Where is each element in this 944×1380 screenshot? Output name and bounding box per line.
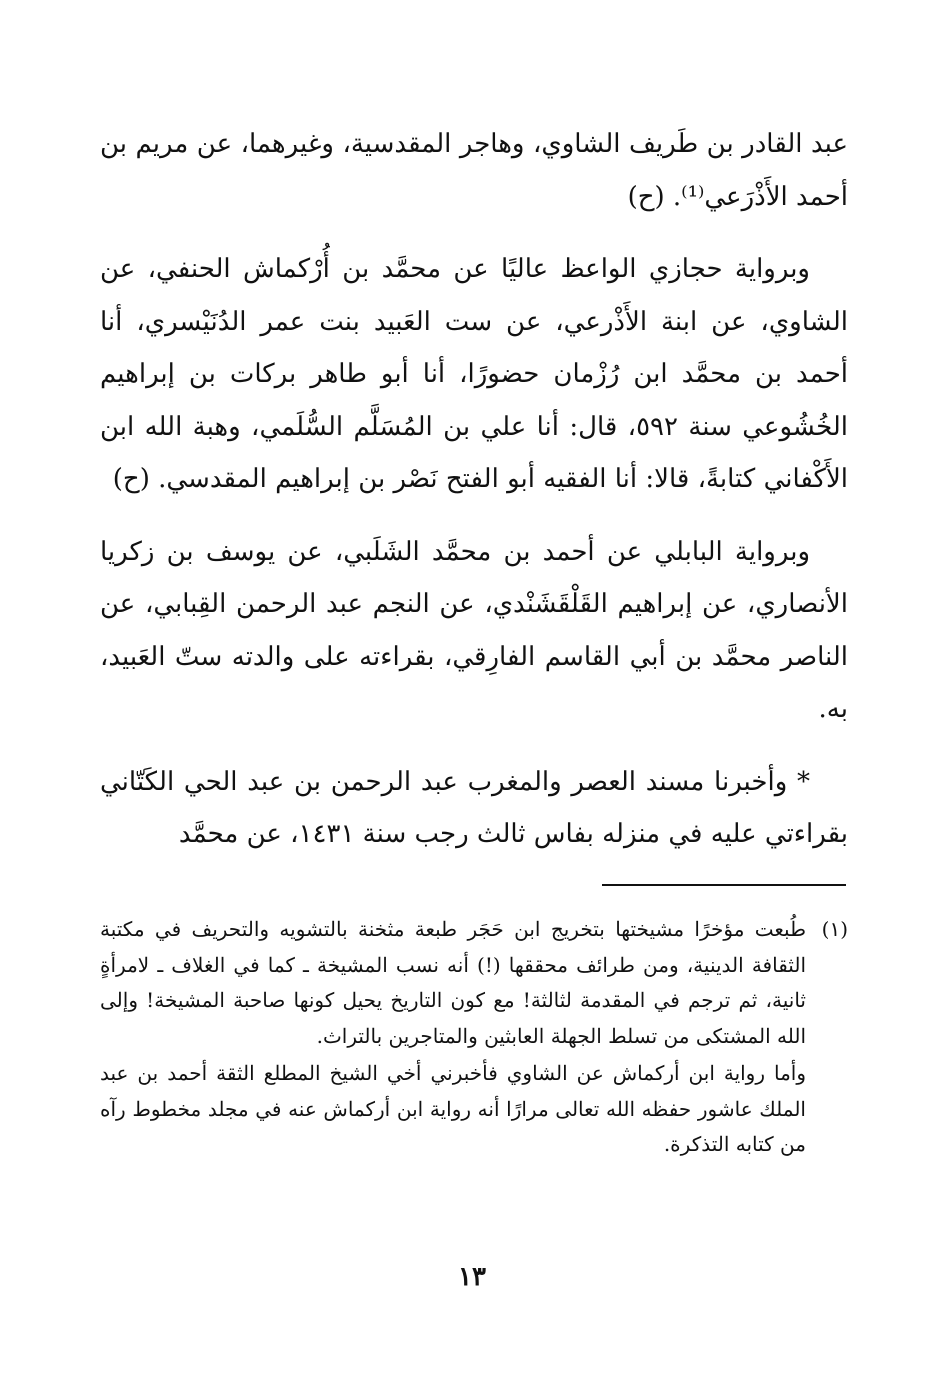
paragraph-3: وبرواية البابلي عن أحمد بن محمَّد الشَلَبي، عن يوسف بن زكريا الأنصاري، عن إبراهيم القَلْقَشَنْدي، عن النجم عبد الرحمن القِبابي، عن الناصر محمَّد بن أبي القاسم الفارِقي، بقراءته على والدته ستّ العَبيد، به. bbox=[100, 536, 848, 724]
footnote-1 bbox=[100, 912, 848, 1163]
footnotes bbox=[100, 912, 848, 1163]
paragraph-2: وبرواية حجازي الواعظ عاليًا عن محمَّد بن أُرْكماش الحنفي، عن الشاوي، عن ابنة الأَذْرعي، عن ست العَبيد بنت عمر الدُنَيْسري، أنا أحمد بن محمَّد ابن رُزْمان حضورًا، أنا أبو طاهر بركات بن إبراهيم الخُشُوعي سنة ٥٩٢، قال: أنا علي بن المُسَلَّم السُّلَمي، وهبة الله ابن الأَكْفاني كتابةً، قالا: أنا الفقيه أبو الفتح نَصْر بن إبراهيم المقدسي. (ح) bbox=[100, 254, 848, 494]
paragraph-1: عبد القادر بن طَريف الشاوي، وهاجر المقدسية، وغيرهما، عن مريم بن أحمد الأَذْرَعي⁽¹⁾. (ح) bbox=[100, 129, 848, 212]
footnote-number: (١) bbox=[821, 917, 848, 941]
footnote-separator bbox=[602, 884, 846, 886]
footnote-text: طُبعت مؤخرًا مشيختها بتخريج ابن حَجَر طبعة مثخنة بالتشويه والتحريف في مكتبة الثقافة الدينية، ومن طرائف محققها (!) أنه نسب المشيخة ـ كما في الغلاف ـ لامرأةٍ ثانية، ثم ترجم في المقدمة لثالثة! مع كون التاريخ يحيل كونها صاحبة المشيخة! وإلى الله المشتكى من تسلط الجهلة العابثين والمتاجرين بالتراث. bbox=[100, 917, 806, 1048]
paragraph-4: * وأخبرنا مسند العصر والمغرب عبد الرحمن بن عبد الحي الكَتّاني بقراءتي عليه في منزله بفاس ثالث رجب سنة ١٤٣١، عن محمَّد bbox=[100, 766, 848, 849]
main-text bbox=[100, 118, 848, 881]
page-number: ١٣ bbox=[458, 1262, 486, 1292]
footnote-continuation: وأما رواية ابن أركماش عن الشاوي فأخبرني أخي الشيخ المطلع الثقة أحمد بن عبد الملك عاشور حفظه الله تعالى مرارًا أنه رواية ابن أركماش عنه في مجلد مخطوط رآه من كتابه التذكرة. bbox=[100, 1061, 806, 1156]
footnote-body bbox=[100, 912, 806, 1163]
